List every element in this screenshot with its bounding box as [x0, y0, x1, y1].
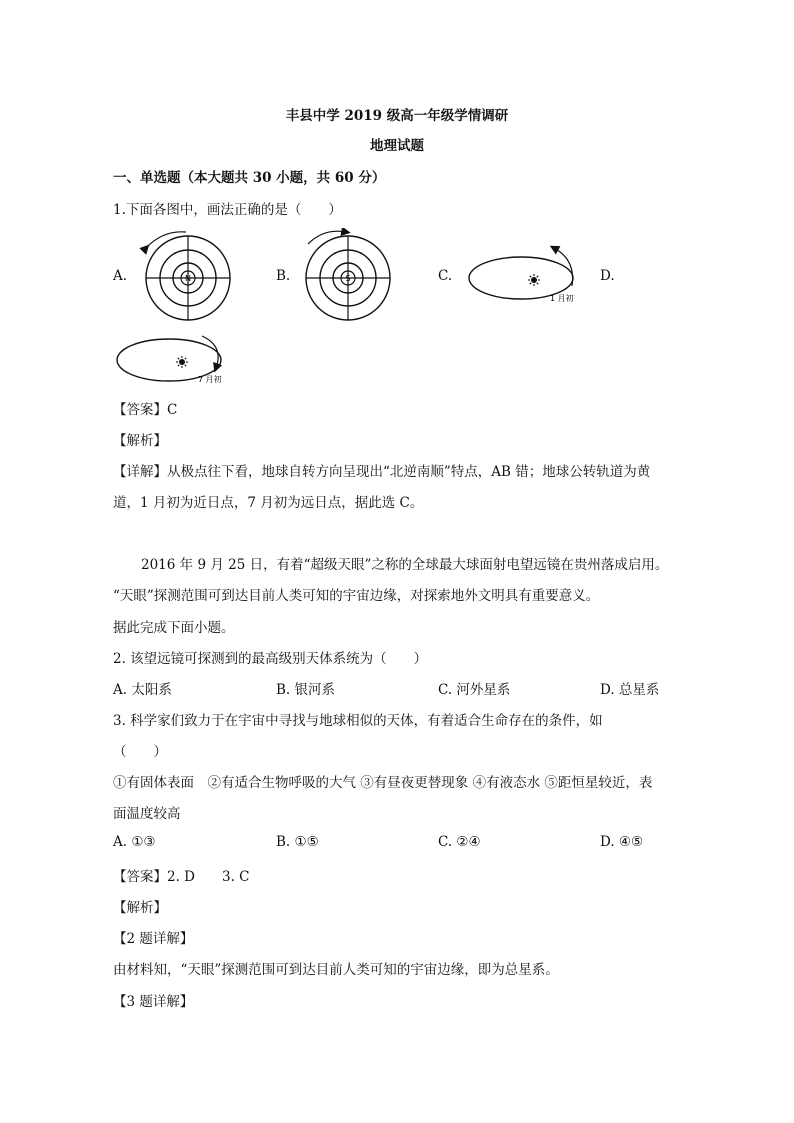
- q2-option-a: A. 太阳系: [113, 682, 172, 698]
- q1-answer: 【答案】C: [113, 402, 178, 418]
- material-instruction: 据此完成下面小题。: [113, 620, 235, 636]
- q3-detail-tag: 【3 题详解】: [113, 994, 194, 1010]
- q1-option-a-label: A.: [113, 268, 128, 284]
- q1-option-b-label: B.: [276, 268, 291, 284]
- q3-option-b: B. ①⑤: [276, 834, 319, 850]
- july-label: 7 月初: [198, 375, 222, 384]
- q2-q3-answer: 【答案】2. D 3. C: [113, 869, 250, 885]
- document-subtitle: 地理试题: [370, 138, 424, 154]
- q3-items-line-2: 面温度较高: [113, 806, 181, 822]
- q3-items-line-1: ①有固体表面 ②有适合生物呼吸的大气 ③有昼夜更替现象 ④有液态水 ⑤距恒星较近，表: [113, 775, 653, 791]
- figure-a-north-pole: [138, 228, 238, 328]
- q1-analysis-tag: 【解析】: [113, 433, 167, 449]
- q2-detail-tag: 【2 题详解】: [113, 931, 194, 947]
- q3-option-c: C. ②④: [438, 834, 481, 850]
- question-2-stem: 2. 该望远镜可探测到的最高级别天体系统为（ ）: [113, 651, 428, 667]
- q3-option-a: A. ①③: [113, 834, 156, 850]
- section-heading: 一、单选题（本大题共 30 小题，共 60 分）: [113, 170, 386, 186]
- question-3-stem: 3. 科学家们致力于在宇宙中寻找与地球相似的天体，有着适合生命存在的条件，如: [113, 713, 603, 729]
- figure-d-orbit-july: [112, 332, 242, 392]
- sun-icon: [528, 274, 540, 286]
- q1-detail-line-2: 道，1 月初为近日点，7 月初为远日点，据此选 C。: [113, 495, 424, 511]
- figure-b-south-pole: [298, 228, 398, 328]
- north-label: N: [185, 274, 191, 283]
- material-paragraph-2: “天眼”探测范围可到达目前人类可知的宇宙边缘，对探索地外文明具有重要意义。: [113, 588, 600, 604]
- q1-detail-line-1: 【详解】从极点往下看，地球自转方向呈现出“北逆南顺”特点，AB 错；地球公转轨道为黄: [113, 464, 651, 480]
- q3-option-d: D. ④⑤: [600, 834, 644, 850]
- q2-detail: 由材料知，“天眼”探测范围可到达目前人类可知的宇宙边缘，即为总星系。: [113, 962, 559, 978]
- figure-c-orbit-january: [464, 244, 594, 314]
- q1-option-d-label: D.: [600, 268, 615, 284]
- question-1-stem: 1.下面各图中，画法正确的是（ ）: [113, 202, 342, 218]
- question-3-bracket: （ ）: [113, 744, 167, 760]
- sun-icon: [176, 356, 188, 368]
- q1-option-c-label: C.: [438, 268, 453, 284]
- south-label: S: [345, 274, 351, 283]
- q2-q3-analysis-tag: 【解析】: [113, 900, 167, 916]
- document-title: 丰县中学 2019 级高一年级学情调研: [285, 108, 509, 124]
- q2-option-c: C. 河外星系: [438, 682, 511, 698]
- q2-option-b: B. 银河系: [276, 682, 336, 698]
- january-label: 1 月初: [550, 294, 574, 303]
- q2-option-d: D. 总星系: [600, 682, 660, 698]
- material-paragraph-1: 2016 年 9 月 25 日，有着“超级天眼”之称的全球最大球面射电望远镜在贵州落成启用。: [141, 557, 669, 573]
